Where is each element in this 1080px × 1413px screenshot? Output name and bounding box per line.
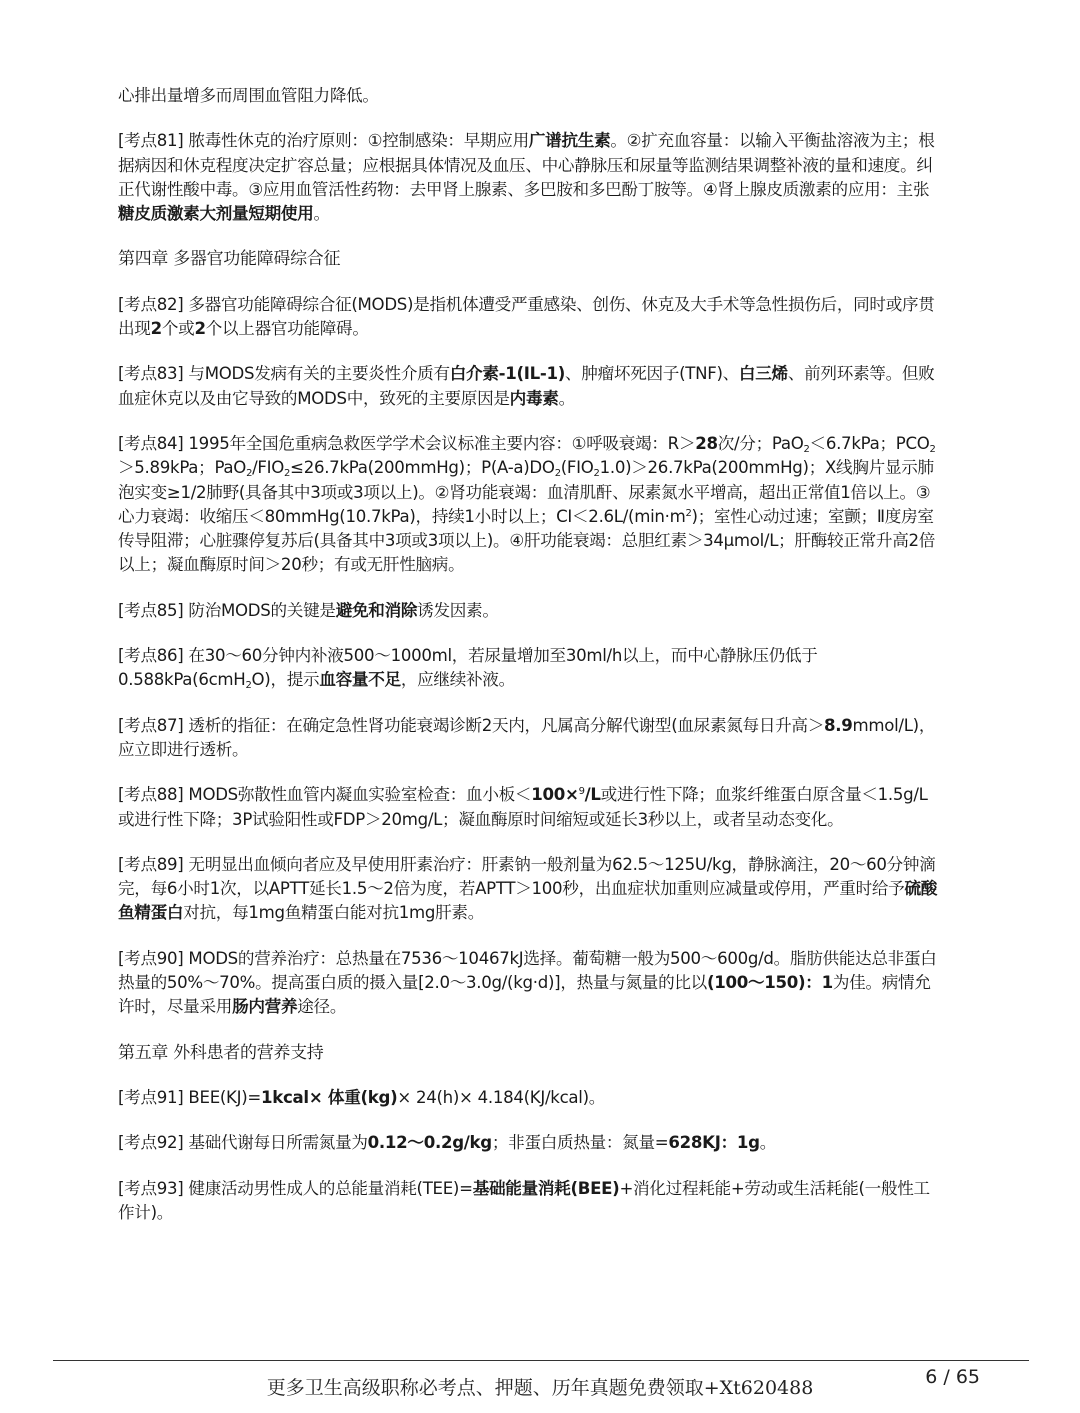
footer-divider	[53, 1360, 1029, 1361]
text-run: mmol/L)，应立即进行透析。	[118, 715, 936, 759]
point-83	[118, 362, 938, 411]
page-number: 6 / 65	[925, 1366, 980, 1388]
text-run: 、前列环素等。但败血症休克以及由它导致的MODS中，致死的主要原因是	[118, 364, 935, 408]
chapter-heading-5: 第五章 外科患者的营养支持	[118, 1042, 324, 1063]
chapter-heading-4: 第四章 多器官功能障碍综合征	[118, 249, 341, 270]
point-tag: [考点82]	[118, 294, 184, 314]
text-run: 。	[313, 204, 330, 224]
superscript: 2	[685, 507, 692, 519]
text-run: BEE(KJ)=	[183, 1087, 262, 1107]
text-run: O)，提示	[251, 670, 320, 690]
text-run: 透析的指征：在确定急性肾功能衰竭诊断2天内，凡属高分解代谢型(血尿素氮每日升高＞	[183, 715, 825, 735]
text-run: 无明显出血倾向者应及早使用肝素治疗：肝素钠一般剂量为62.5～125U/kg，静脉滴注，20～60分钟滴完，每6小时1次，以APTT延长1.5～2倍为度，若APTT＞100秒，出血症状加重则应减量或停用，严重时给予	[118, 854, 936, 899]
point-82	[118, 293, 938, 342]
text-run: 基础代谢每日所需氮量为	[183, 1133, 368, 1153]
text-run: 1995年全国危重病急救医学学术会议标准主要内容：①呼吸衰竭：R＞	[183, 433, 696, 453]
emphasis: 0.12～0.2g/kg	[367, 1133, 492, 1153]
page-content	[118, 84, 938, 1246]
point-tag: [考点84]	[118, 433, 184, 453]
text-run: 或进行性下降；血浆纤维蛋白原含量＜1.5g/L或进行性下降；3P试验阳性或FDP＞20mg/L；凝血酶原时间缩短或延长3秒以上，或者呈动态变化。	[118, 785, 928, 829]
text-run: )；室性心动过速；室颤；Ⅱ度房室传导阻滞；心脏骤停复苏后(具备其中3项或3项以上)。④肝功能衰竭：总胆红素＞34μmol/L；肝酶较正常升高2倍以上；凝血酶原时间＞20秒；有或无肝性脑病。	[118, 506, 936, 575]
subscript: 2	[554, 468, 561, 480]
point-tag: [考点86]	[118, 646, 184, 666]
point-91	[118, 1086, 938, 1110]
point-93	[118, 1177, 938, 1226]
text-run: 在30～60分钟内补液500～1000ml，若尿量增加至30ml/h以上，而中心静脉压仍低于0.588kPa(6cmH	[118, 646, 818, 690]
text-run: 脓毒性休克的治疗原则：①控制感染：早期应用	[183, 131, 529, 151]
text-run: ，应继续补液。	[400, 670, 515, 690]
text-run: MODS的营养治疗：总热量在7536～10467kJ选择。葡萄糖一般为500～600g/d。脂肪供能达总非蛋白热量的50%～70%。提高蛋白质的摄入量[2.0～3.0g/(kg·d)]，热量与氮量的比以	[118, 948, 937, 993]
point-tag: [考点90]	[118, 948, 184, 968]
emphasis: 2	[150, 319, 162, 339]
emphasis: 2	[194, 319, 206, 339]
text-run: 防治MODS的关键是	[183, 600, 336, 620]
point-tag: [考点81]	[118, 131, 184, 151]
emphasis: 避免和消除	[335, 600, 418, 620]
emphasis: 白三烯	[738, 364, 788, 384]
subscript: 2	[929, 443, 936, 455]
point-87	[118, 714, 938, 763]
text-run: × 24(h)× 4.184(KJ/kcal)。	[397, 1087, 606, 1107]
emphasis: 血容量不足	[319, 670, 401, 690]
point-tag: [考点92]	[118, 1133, 184, 1153]
point-tag: [考点83]	[118, 364, 184, 384]
subscript: 2	[246, 468, 253, 480]
emphasis: 100×	[531, 785, 579, 805]
point-84	[118, 432, 938, 578]
text-run: 。	[759, 1133, 776, 1153]
point-89	[118, 853, 938, 926]
text-run: +消化过程耗能+劳动或生活耗能(一般性工作计)。	[118, 1178, 930, 1222]
point-90	[118, 947, 938, 1020]
text-run: 与MODS发病有关的主要炎性介质有	[183, 364, 450, 384]
text-run: ≤26.7kPa(200mmHg)；P(A-a)DO	[290, 458, 555, 478]
emphasis: 8.9	[824, 715, 853, 735]
point-88	[118, 783, 938, 832]
subscript: 2	[284, 468, 291, 480]
text-run: ；非蛋白质热量：氮量=	[491, 1133, 669, 1153]
text-run: 诱发因素。	[417, 600, 499, 620]
emphasis: 白介素-1(IL-1)	[449, 364, 566, 384]
text-run: 个或	[161, 319, 195, 339]
emphasis: (100～150)：1	[706, 973, 833, 993]
point-92	[118, 1131, 938, 1155]
text-run: /FIO	[252, 458, 285, 478]
subscript: 2	[803, 443, 810, 455]
point-81	[118, 129, 938, 226]
continuation-line: 心排出量增多而周围血管阻力降低。	[118, 86, 379, 105]
point-tag: [考点85]	[118, 600, 184, 620]
text-run: 1.0)＞26.7kPa(200mmHg)；X线胸片显示肺泡实变≥1/2肺野(具备其中3项或3项以上)。②肾功能衰竭：血清肌酐、尿素氮水平增高，超出正常值1倍以上。③心力衰竭：收缩压＜80mmHg(10.7kPa)，持续1小时以上；CI＜2.6L/(min·m	[118, 458, 934, 526]
point-tag: [考点91]	[118, 1087, 184, 1107]
emphasis: 628KJ：1g	[668, 1133, 760, 1153]
text-run: 对抗，每1mg鱼精蛋白能对抗1mg肝素。	[183, 903, 485, 923]
subscript: 2	[245, 680, 252, 692]
text-run: 多器官功能障碍综合征(MODS)是指机体遭受严重感染、创伤、休克及大手术等急性损伤后，同时或序贯出现	[118, 294, 935, 339]
text-run: 。②扩充血容量：以输入平衡盐溶液为主；根据病因和休克程度决定扩容总量；应根据具体情况及血压、中心静脉压和尿量等监测结果调整补液的量和速度。纠正代谢性酸中毒。③应用血管活性药物：去甲肾上腺素、多巴胺和多巴酚丁胺等。④肾上腺皮质激素的应用：主张	[118, 131, 935, 199]
text-run: 途径。	[297, 997, 347, 1017]
text-run: 为佳。病情允许时，尽量采用	[118, 973, 931, 1017]
text-run: (FIO	[560, 458, 594, 478]
emphasis: 28	[695, 433, 718, 453]
point-tag: [考点89]	[118, 854, 184, 874]
emphasis: 糖皮质激素大剂量短期使用	[118, 204, 314, 224]
text-run: 健康活动男性成人的总能量消耗(TEE)=	[183, 1178, 473, 1198]
emphasis: 1kcal× 体重(kg)	[261, 1087, 398, 1107]
text-run: 个以上器官功能障碍。	[205, 319, 369, 339]
text-run: ＜6.7kPa；PCO	[809, 433, 930, 453]
emphasis: 肠内营养	[232, 997, 298, 1017]
point-tag: [考点88]	[118, 785, 184, 805]
emphasis: 基础能量消耗(BEE)	[472, 1178, 620, 1198]
point-tag: [考点87]	[118, 715, 184, 735]
emphasis: 内毒素	[509, 388, 559, 408]
point-86	[118, 644, 938, 693]
subscript: 2	[593, 468, 600, 480]
footer-watermark-text: 更多卫生高级职称必考点、押题、历年真题免费领取+Xt620488	[266, 1377, 814, 1399]
text-run: ＞5.89kPa；PaO	[118, 458, 247, 478]
text-run: 。	[558, 388, 575, 408]
text-run: MODS弥散性血管内凝血实验室检查：血小板＜	[183, 785, 532, 805]
text-run: 、肿瘤坏死因子(TNF)、	[565, 364, 739, 384]
text-run: 次/分；PaO	[717, 433, 804, 453]
superscript: 9	[578, 786, 585, 798]
point-85	[118, 599, 938, 623]
point-tag: [考点93]	[118, 1178, 184, 1198]
emphasis: 广谱抗生素	[528, 131, 611, 151]
emphasis: /L	[584, 785, 601, 805]
emphasis: 硫酸鱼精蛋白	[118, 879, 938, 923]
